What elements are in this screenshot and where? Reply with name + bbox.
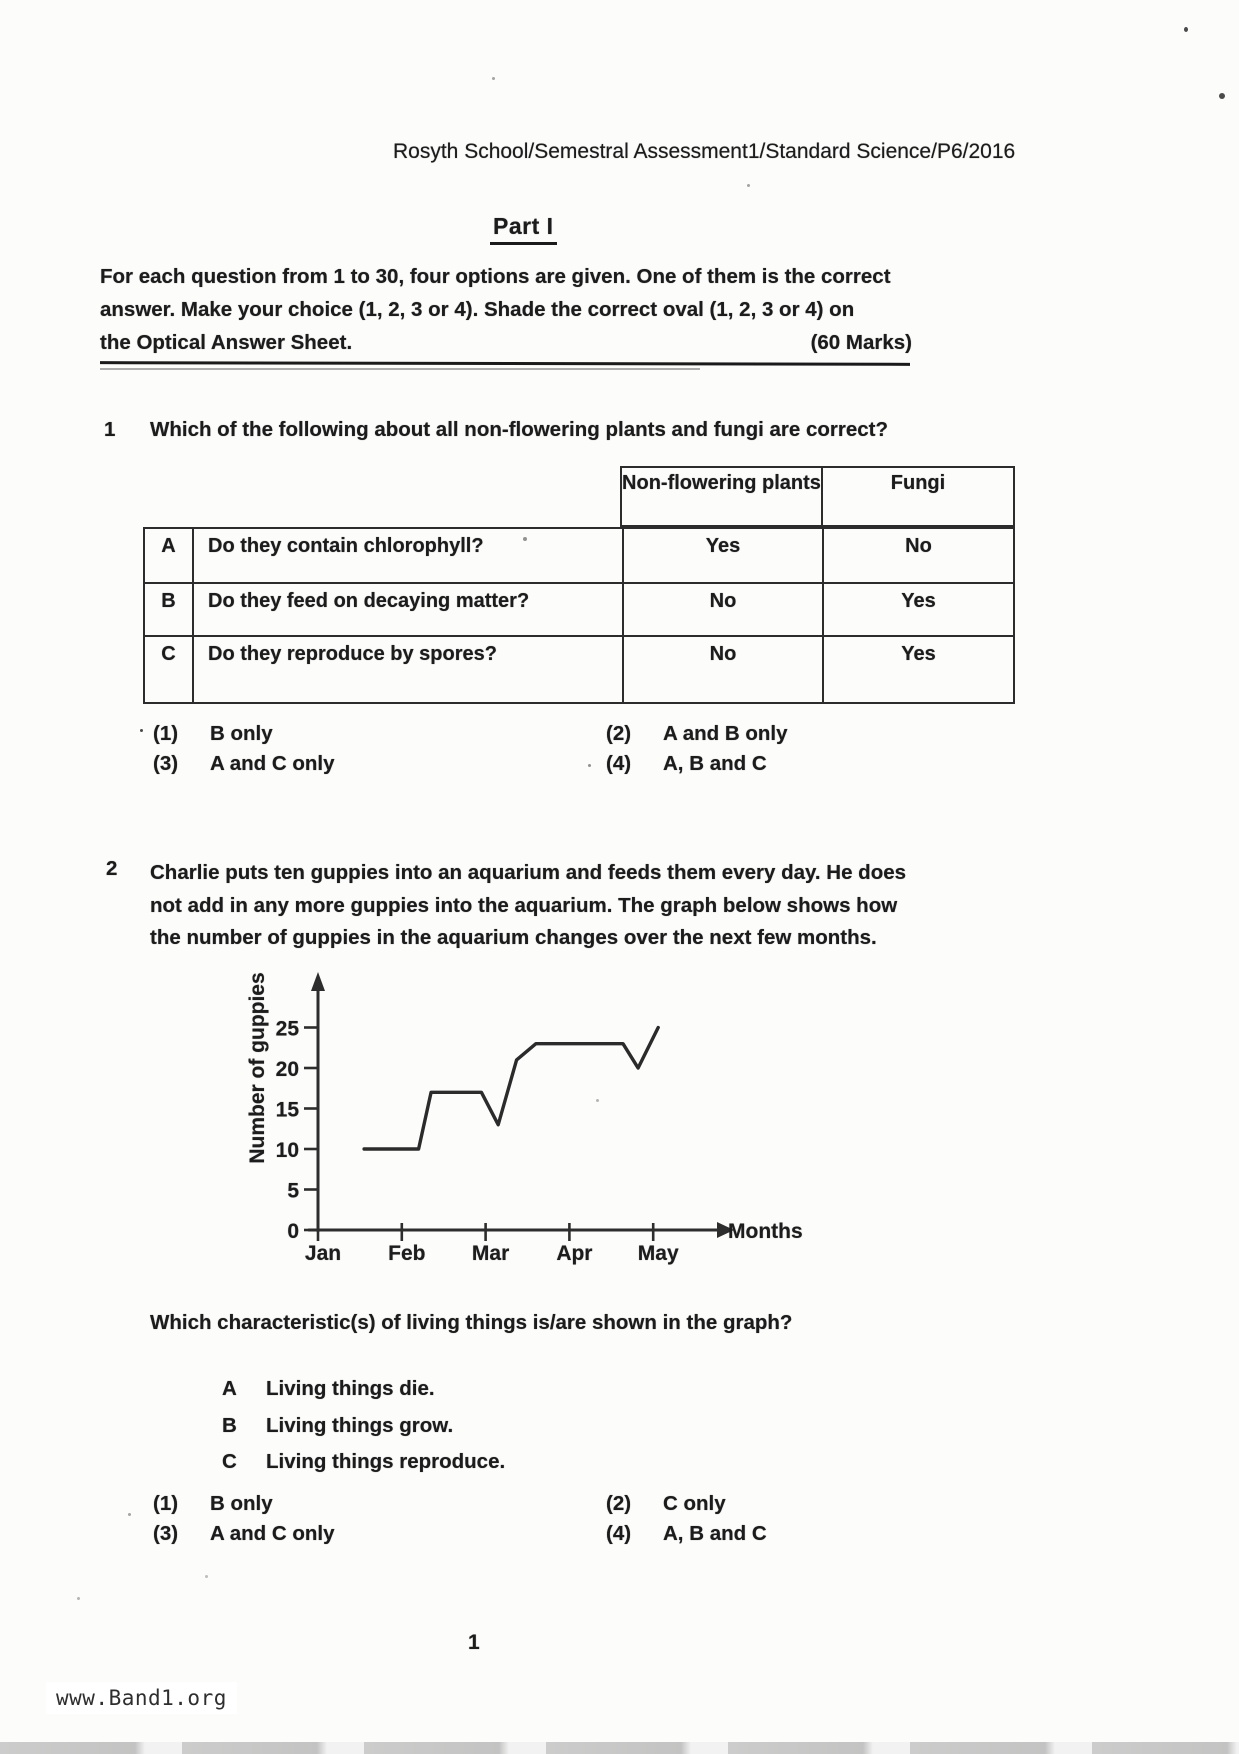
q2-statement-c-letter: C	[222, 1450, 237, 1473]
scan-speck	[128, 1513, 131, 1516]
watermark: www.Band1.org	[46, 1682, 237, 1714]
q1-row-b-statement: Do they feed on decaying matter?	[192, 582, 622, 635]
q2-statement-c-label: Living things reproduce.	[266, 1450, 506, 1473]
q1-option-3-number: (3)	[153, 752, 179, 775]
q1-row-a-fungi-value: No	[822, 529, 1013, 582]
section-divider-line	[100, 361, 910, 366]
q1-option-2-number: (2)	[606, 722, 632, 745]
y-axis-arrow-icon	[311, 972, 325, 991]
question-1-text: Which of the following about all non-flowering plants and fungi are correct?	[150, 418, 888, 441]
q1-option-4-label: A, B and C	[663, 752, 767, 775]
document-header: Rosyth School/Semestral Assessment1/Standard Science/P6/2016	[393, 140, 1016, 163]
scan-speck	[77, 1597, 80, 1600]
instructions-line-2-normal: answer. Make your choice (1, 2, 3 or 4).	[100, 298, 484, 321]
q2-statement-b-label: Living things grow.	[266, 1413, 454, 1437]
q2-option-3	[153, 1519, 335, 1549]
q2-statements-list	[222, 1371, 505, 1481]
q1-row-c-fungi-value: Yes	[822, 635, 1013, 702]
instructions	[100, 260, 912, 359]
y-tick-label: 10	[275, 1139, 299, 1162]
x-axis	[309, 1222, 734, 1238]
q2-sub-question: Which characteristic(s) of living things is/are shown in the graph?	[150, 1311, 793, 1334]
instructions-line-1: For each question from 1 to 30, four options are given. One of them is the correct	[100, 265, 891, 288]
guppy-count-line	[364, 1028, 658, 1150]
optical-answer-sheet-text: the Optical Answer Sheet.	[100, 331, 353, 354]
q1-table-header-non-flowering: Non-flowering plants	[622, 472, 821, 494]
q1-row-a-letter: A	[161, 535, 176, 557]
x-tick-label: May	[637, 1242, 679, 1265]
q2-option-4-label: A, B and C	[663, 1522, 767, 1545]
y-axis-title: Number of guppies	[246, 972, 269, 1164]
q1-table-header-fungi: Fungi	[821, 468, 1013, 525]
q1-table-body	[143, 527, 1015, 704]
section-divider-echo	[100, 368, 700, 370]
y-tick-label: 25	[275, 1017, 299, 1041]
q2-statement-a-label: Living things die.	[266, 1377, 435, 1400]
q2-option-1	[153, 1489, 335, 1519]
q1-option-1	[153, 719, 335, 749]
y-tick-label: 5	[287, 1179, 299, 1203]
q2-option-2	[606, 1489, 767, 1519]
question-2-text-line-3: the number of guppies in the aquarium changes over the next few months.	[150, 926, 877, 949]
q2-option-4-number: (4)	[606, 1522, 632, 1545]
q2-statement-a-letter: A	[222, 1377, 237, 1400]
q1-option-2	[606, 719, 788, 749]
x-tick-label: Apr	[556, 1242, 593, 1265]
scan-speck	[205, 1575, 208, 1578]
q1-row-a-nonflowering-value: Yes	[622, 529, 822, 582]
q1-table-header	[620, 466, 1015, 527]
q1-row-b-fungi-value: Yes	[822, 582, 1013, 635]
instructions-line-3	[100, 326, 912, 359]
question-2-text-line-1: Charlie puts ten guppies into an aquarium and feeds them every day. He does	[150, 861, 907, 884]
q2-statement-b-letter: B	[222, 1413, 237, 1437]
scan-speck	[1184, 27, 1188, 32]
q2-option-2-number: (2)	[606, 1492, 632, 1515]
page-number: 1	[468, 1631, 480, 1654]
scan-edge-strip	[0, 1742, 1239, 1754]
y-tick-label: 15	[275, 1098, 299, 1122]
q1-option-1-number: (1)	[153, 722, 179, 745]
guppy-line-chart	[220, 938, 820, 1288]
q1-row-b-nonflowering-value: No	[622, 582, 822, 635]
question-2-text-line-2: not add in any more guppies into the aquarium. The graph below shows how	[150, 893, 898, 917]
q1-option-2-label: A and B only	[663, 722, 788, 745]
q2-option-1-number: (1)	[153, 1492, 179, 1515]
q2-option-3-number: (3)	[153, 1522, 179, 1545]
question-1-number: 1	[104, 418, 116, 441]
part-title: Part I	[490, 213, 557, 245]
q1-row-c-letter: C	[145, 635, 192, 702]
q2-option-2-label: C only	[663, 1492, 726, 1515]
q2-options-left-column	[153, 1489, 335, 1549]
scan-speck	[1219, 93, 1225, 99]
q1-row-c-statement: Do they reproduce by spores?	[192, 635, 622, 702]
q1-row-b-letter: B	[145, 582, 192, 635]
q2-option-3-label: A and C only	[210, 1522, 335, 1545]
q1-option-3-label: A and C only	[210, 752, 335, 775]
q2-statement-c	[222, 1444, 505, 1481]
scan-speck	[588, 764, 591, 767]
scan-speck	[140, 729, 143, 732]
x-axis-title: Months	[728, 1220, 803, 1243]
question-2-number: 2	[106, 857, 118, 880]
marks-label: (60 Marks)	[810, 331, 912, 354]
q1-row-a-statement: Do they contain chlorophyll?	[192, 529, 622, 582]
q1-row-c-nonflowering-value: No	[622, 635, 822, 702]
q2-options-right-column	[606, 1489, 767, 1549]
instructions-line-2	[100, 293, 912, 326]
q1-option-4-number: (4)	[606, 752, 632, 775]
q1-option-4	[606, 749, 788, 779]
x-tick-label: Feb	[388, 1242, 426, 1265]
y-tick-label: 20	[275, 1058, 299, 1081]
x-tick-label: Mar	[471, 1242, 510, 1265]
scan-speck	[747, 184, 750, 187]
y-tick-label: 0	[287, 1220, 299, 1243]
q2-statement-a	[222, 1371, 505, 1408]
y-axis	[311, 972, 325, 1231]
y-axis-ticks	[276, 1018, 317, 1244]
x-tick-label: Jan	[304, 1242, 342, 1265]
q2-option-4	[606, 1519, 767, 1549]
scan-speck	[492, 77, 495, 80]
q1-option-1-label: B only	[210, 722, 273, 745]
q2-option-1-label: B only	[210, 1492, 273, 1515]
q1-options-left-column	[153, 719, 335, 779]
q1-options-right-column	[606, 719, 788, 779]
q1-option-3	[153, 749, 335, 779]
q2-statement-b	[222, 1408, 505, 1445]
instructions-line-2-bold: Shade the correct oval (1, 2, 3 or 4) on	[483, 298, 855, 321]
